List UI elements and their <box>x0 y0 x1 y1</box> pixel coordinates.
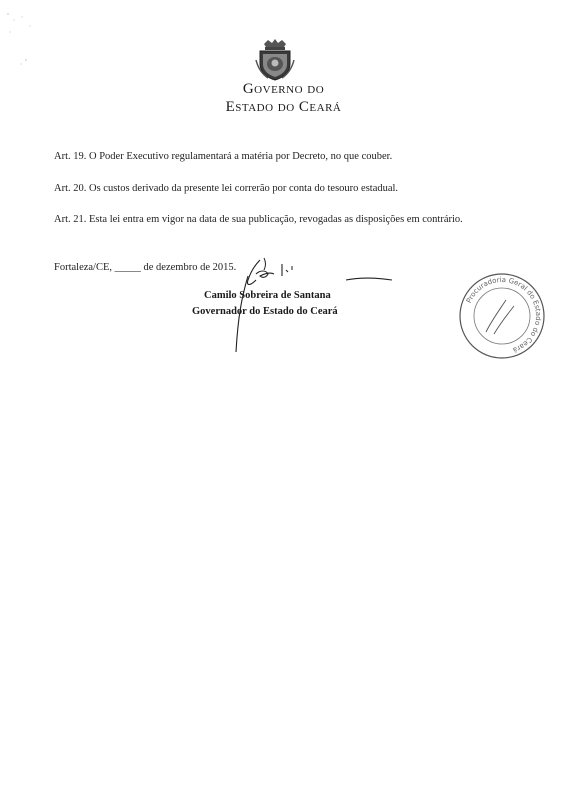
signer-name: Camilo Sobreira de Santana <box>204 290 331 301</box>
header-state: Estado do Ceará <box>225 99 342 115</box>
header-government: Governo do <box>242 81 325 97</box>
stamp-text: Procuradoria Geral do Estado do Ceará <box>464 275 543 355</box>
article-20: Art. 20. Os custos derivado da presente lei correrão por conta do tesouro estadual. <box>54 183 399 194</box>
signer-title: Governador do Estado do Ceará <box>192 306 338 317</box>
state-coat-of-arms-icon <box>254 38 296 82</box>
scan-specks <box>0 0 60 80</box>
article-21: Art. 21. Esta lei entra em vigor na data de sua publicação, revogadas as disposições em contrário. <box>54 214 463 225</box>
article-19: Art. 19. O Poder Executivo regulamentará a matéria por Decreto, no que couber. <box>54 151 393 162</box>
date-line: Fortaleza/CE, _____ de dezembro de 2015. <box>54 262 237 273</box>
round-office-stamp <box>456 270 548 362</box>
